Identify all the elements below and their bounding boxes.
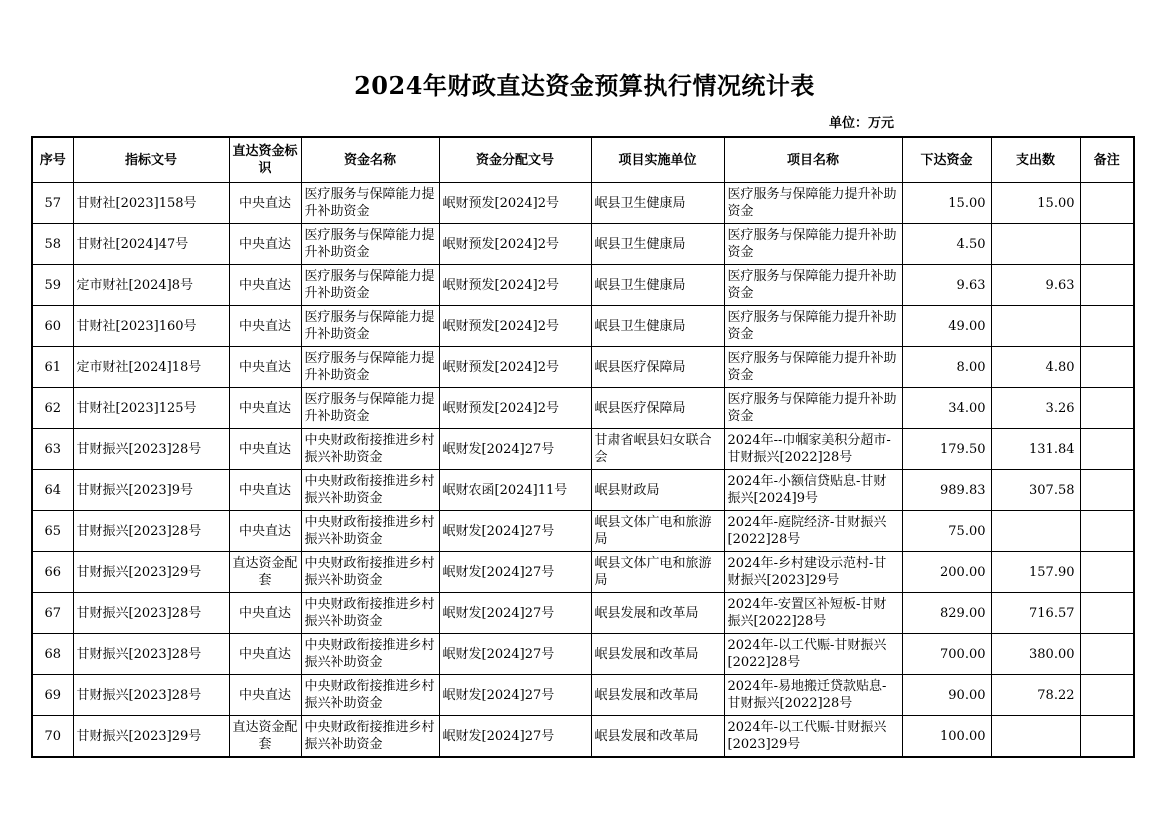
cell-project-name: 医疗服务与保障能力提升补助资金 [724,347,902,388]
cell-direct-flag: 中央直达 [229,429,301,470]
cell-allocation-doc: 岷财发[2024]27号 [439,716,591,758]
cell-allocation-doc: 岷财预发[2024]2号 [439,388,591,429]
cell-seq: 62 [32,388,73,429]
cell-issued-funds: 829.00 [902,593,991,634]
page-title: 2024年财政直达资金预算执行情况统计表 [354,71,815,100]
cell-issued-funds: 4.50 [902,224,991,265]
cell-issued-funds: 8.00 [902,347,991,388]
cell-expenditure: 716.57 [991,593,1080,634]
cell-fund-name: 医疗服务与保障能力提升补助资金 [301,347,439,388]
cell-fund-name: 医疗服务与保障能力提升补助资金 [301,224,439,265]
table-row [32,716,1134,758]
cell-fund-name: 中央财政衔接推进乡村振兴补助资金 [301,675,439,716]
cell-seq: 63 [32,429,73,470]
cell-issued-funds: 15.00 [902,183,991,224]
cell-project-name: 2024年--巾帼家美积分超市-甘财振兴[2022]28号 [724,429,902,470]
cell-implementing-unit: 岷县卫生健康局 [591,224,724,265]
cell-expenditure: 3.26 [991,388,1080,429]
cell-issued-funds: 179.50 [902,429,991,470]
cell-implementing-unit: 岷县卫生健康局 [591,183,724,224]
cell-expenditure: 4.80 [991,347,1080,388]
cell-fund-name: 中央财政衔接推进乡村振兴补助资金 [301,634,439,675]
cell-seq: 60 [32,306,73,347]
cell-doc-number: 定市财社[2024]18号 [73,347,229,388]
cell-expenditure: 131.84 [991,429,1080,470]
cell-doc-number: 甘财社[2023]125号 [73,388,229,429]
cell-direct-flag: 直达资金配套 [229,716,301,758]
cell-remarks [1080,716,1134,758]
cell-implementing-unit: 岷县卫生健康局 [591,306,724,347]
cell-allocation-doc: 岷财发[2024]27号 [439,511,591,552]
cell-seq: 59 [32,265,73,306]
cell-implementing-unit: 甘肃省岷县妇女联合会 [591,429,724,470]
header-fund-name: 资金名称 [301,137,439,183]
cell-project-name: 医疗服务与保障能力提升补助资金 [724,183,902,224]
cell-expenditure: 157.90 [991,552,1080,593]
header-doc-number: 指标文号 [73,137,229,183]
cell-allocation-doc: 岷财发[2024]27号 [439,552,591,593]
cell-expenditure: 15.00 [991,183,1080,224]
table-row [32,634,1134,675]
cell-issued-funds: 34.00 [902,388,991,429]
cell-seq: 68 [32,634,73,675]
header-project-name: 项目名称 [724,137,902,183]
cell-doc-number: 甘财振兴[2023]28号 [73,511,229,552]
cell-remarks [1080,470,1134,511]
cell-implementing-unit: 岷县医疗保障局 [591,347,724,388]
table-row [32,675,1134,716]
cell-expenditure: 380.00 [991,634,1080,675]
cell-remarks [1080,306,1134,347]
cell-direct-flag: 中央直达 [229,265,301,306]
cell-project-name: 2024年-以工代赈-甘财振兴[2022]28号 [724,634,902,675]
cell-direct-flag: 中央直达 [229,224,301,265]
cell-allocation-doc: 岷财预发[2024]2号 [439,183,591,224]
cell-issued-funds: 989.83 [902,470,991,511]
cell-fund-name: 中央财政衔接推进乡村振兴补助资金 [301,593,439,634]
cell-project-name: 2024年-以工代赈-甘财振兴[2023]29号 [724,716,902,758]
cell-remarks [1080,347,1134,388]
cell-implementing-unit: 岷县财政局 [591,470,724,511]
cell-project-name: 医疗服务与保障能力提升补助资金 [724,265,902,306]
cell-seq: 69 [32,675,73,716]
cell-expenditure [991,716,1080,758]
cell-remarks [1080,675,1134,716]
cell-remarks [1080,511,1134,552]
cell-direct-flag: 直达资金配套 [229,552,301,593]
cell-expenditure: 78.22 [991,675,1080,716]
cell-issued-funds: 700.00 [902,634,991,675]
table-row [32,470,1134,511]
cell-fund-name: 医疗服务与保障能力提升补助资金 [301,388,439,429]
cell-project-name: 2024年-庭院经济-甘财振兴[2022]28号 [724,511,902,552]
cell-allocation-doc: 岷财发[2024]27号 [439,429,591,470]
cell-project-name: 2024年-小额信贷贴息-甘财振兴[2024]9号 [724,470,902,511]
header-implementing-unit: 项目实施单位 [591,137,724,183]
cell-fund-name: 医疗服务与保障能力提升补助资金 [301,183,439,224]
cell-remarks [1080,552,1134,593]
cell-doc-number: 定市财社[2024]8号 [73,265,229,306]
cell-allocation-doc: 岷财发[2024]27号 [439,634,591,675]
cell-direct-flag: 中央直达 [229,593,301,634]
cell-implementing-unit: 岷县文体广电和旅游局 [591,511,724,552]
table-row [32,429,1134,470]
header-direct-flag: 直达资金标识 [229,137,301,183]
cell-direct-flag: 中央直达 [229,347,301,388]
cell-remarks [1080,224,1134,265]
cell-implementing-unit: 岷县医疗保障局 [591,388,724,429]
cell-direct-flag: 中央直达 [229,634,301,675]
cell-doc-number: 甘财振兴[2023]28号 [73,634,229,675]
cell-remarks [1080,429,1134,470]
cell-allocation-doc: 岷财预发[2024]2号 [439,265,591,306]
cell-remarks [1080,593,1134,634]
cell-direct-flag: 中央直达 [229,511,301,552]
table-row [32,224,1134,265]
cell-fund-name: 中央财政衔接推进乡村振兴补助资金 [301,470,439,511]
cell-project-name: 医疗服务与保障能力提升补助资金 [724,388,902,429]
cell-doc-number: 甘财振兴[2023]9号 [73,470,229,511]
cell-allocation-doc: 岷财农函[2024]11号 [439,470,591,511]
cell-seq: 67 [32,593,73,634]
table-row [32,265,1134,306]
cell-doc-number: 甘财社[2023]160号 [73,306,229,347]
cell-remarks [1080,183,1134,224]
cell-direct-flag: 中央直达 [229,470,301,511]
header-expenditure: 支出数 [991,137,1080,183]
table-row [32,511,1134,552]
cell-doc-number: 甘财振兴[2023]28号 [73,593,229,634]
cell-fund-name: 中央财政衔接推进乡村振兴补助资金 [301,511,439,552]
cell-expenditure: 307.58 [991,470,1080,511]
cell-implementing-unit: 岷县发展和改革局 [591,634,724,675]
cell-seq: 66 [32,552,73,593]
header-remarks: 备注 [1080,137,1134,183]
cell-doc-number: 甘财社[2023]158号 [73,183,229,224]
cell-seq: 58 [32,224,73,265]
cell-implementing-unit: 岷县发展和改革局 [591,593,724,634]
header-issued-funds: 下达资金 [902,137,991,183]
cell-seq: 61 [32,347,73,388]
cell-fund-name: 医疗服务与保障能力提升补助资金 [301,265,439,306]
cell-implementing-unit: 岷县卫生健康局 [591,265,724,306]
cell-seq: 65 [32,511,73,552]
cell-fund-name: 中央财政衔接推进乡村振兴补助资金 [301,429,439,470]
cell-seq: 57 [32,183,73,224]
cell-fund-name: 医疗服务与保障能力提升补助资金 [301,306,439,347]
budget-table [31,136,1135,758]
cell-seq: 64 [32,470,73,511]
cell-fund-name: 中央财政衔接推进乡村振兴补助资金 [301,716,439,758]
cell-expenditure [991,224,1080,265]
cell-remarks [1080,265,1134,306]
header-allocation-doc: 资金分配文号 [439,137,591,183]
cell-fund-name: 中央财政衔接推进乡村振兴补助资金 [301,552,439,593]
cell-doc-number: 甘财振兴[2023]28号 [73,429,229,470]
table-row [32,552,1134,593]
cell-project-name: 医疗服务与保障能力提升补助资金 [724,306,902,347]
cell-remarks [1080,388,1134,429]
cell-allocation-doc: 岷财预发[2024]2号 [439,306,591,347]
cell-expenditure: 9.63 [991,265,1080,306]
cell-issued-funds: 90.00 [902,675,991,716]
cell-allocation-doc: 岷财预发[2024]2号 [439,224,591,265]
header-seq: 序号 [32,137,73,183]
table-row [32,347,1134,388]
cell-doc-number: 甘财振兴[2023]29号 [73,552,229,593]
cell-direct-flag: 中央直达 [229,388,301,429]
cell-seq: 70 [32,716,73,758]
cell-project-name: 医疗服务与保障能力提升补助资金 [724,224,902,265]
cell-direct-flag: 中央直达 [229,306,301,347]
cell-remarks [1080,634,1134,675]
cell-project-name: 2024年-乡村建设示范村-甘财振兴[2023]29号 [724,552,902,593]
cell-allocation-doc: 岷财预发[2024]2号 [439,347,591,388]
cell-doc-number: 甘财振兴[2023]28号 [73,675,229,716]
table-body [32,183,1134,758]
cell-direct-flag: 中央直达 [229,183,301,224]
cell-issued-funds: 75.00 [902,511,991,552]
table-header-row [32,137,1134,183]
cell-implementing-unit: 岷县发展和改革局 [591,675,724,716]
cell-implementing-unit: 岷县文体广电和旅游局 [591,552,724,593]
cell-project-name: 2024年-易地搬迁贷款贴息-甘财振兴[2022]28号 [724,675,902,716]
table-row [32,306,1134,347]
cell-allocation-doc: 岷财发[2024]27号 [439,675,591,716]
cell-issued-funds: 49.00 [902,306,991,347]
cell-doc-number: 甘财振兴[2023]29号 [73,716,229,758]
cell-issued-funds: 100.00 [902,716,991,758]
cell-allocation-doc: 岷财发[2024]27号 [439,593,591,634]
cell-issued-funds: 200.00 [902,552,991,593]
cell-project-name: 2024年-安置区补短板-甘财振兴[2022]28号 [724,593,902,634]
table-row [32,388,1134,429]
cell-doc-number: 甘财社[2024]47号 [73,224,229,265]
cell-issued-funds: 9.63 [902,265,991,306]
table-row [32,183,1134,224]
unit-label: 单位：万元 [828,116,894,131]
cell-direct-flag: 中央直达 [229,675,301,716]
cell-expenditure [991,511,1080,552]
cell-expenditure [991,306,1080,347]
cell-implementing-unit: 岷县发展和改革局 [591,716,724,758]
table-row [32,593,1134,634]
